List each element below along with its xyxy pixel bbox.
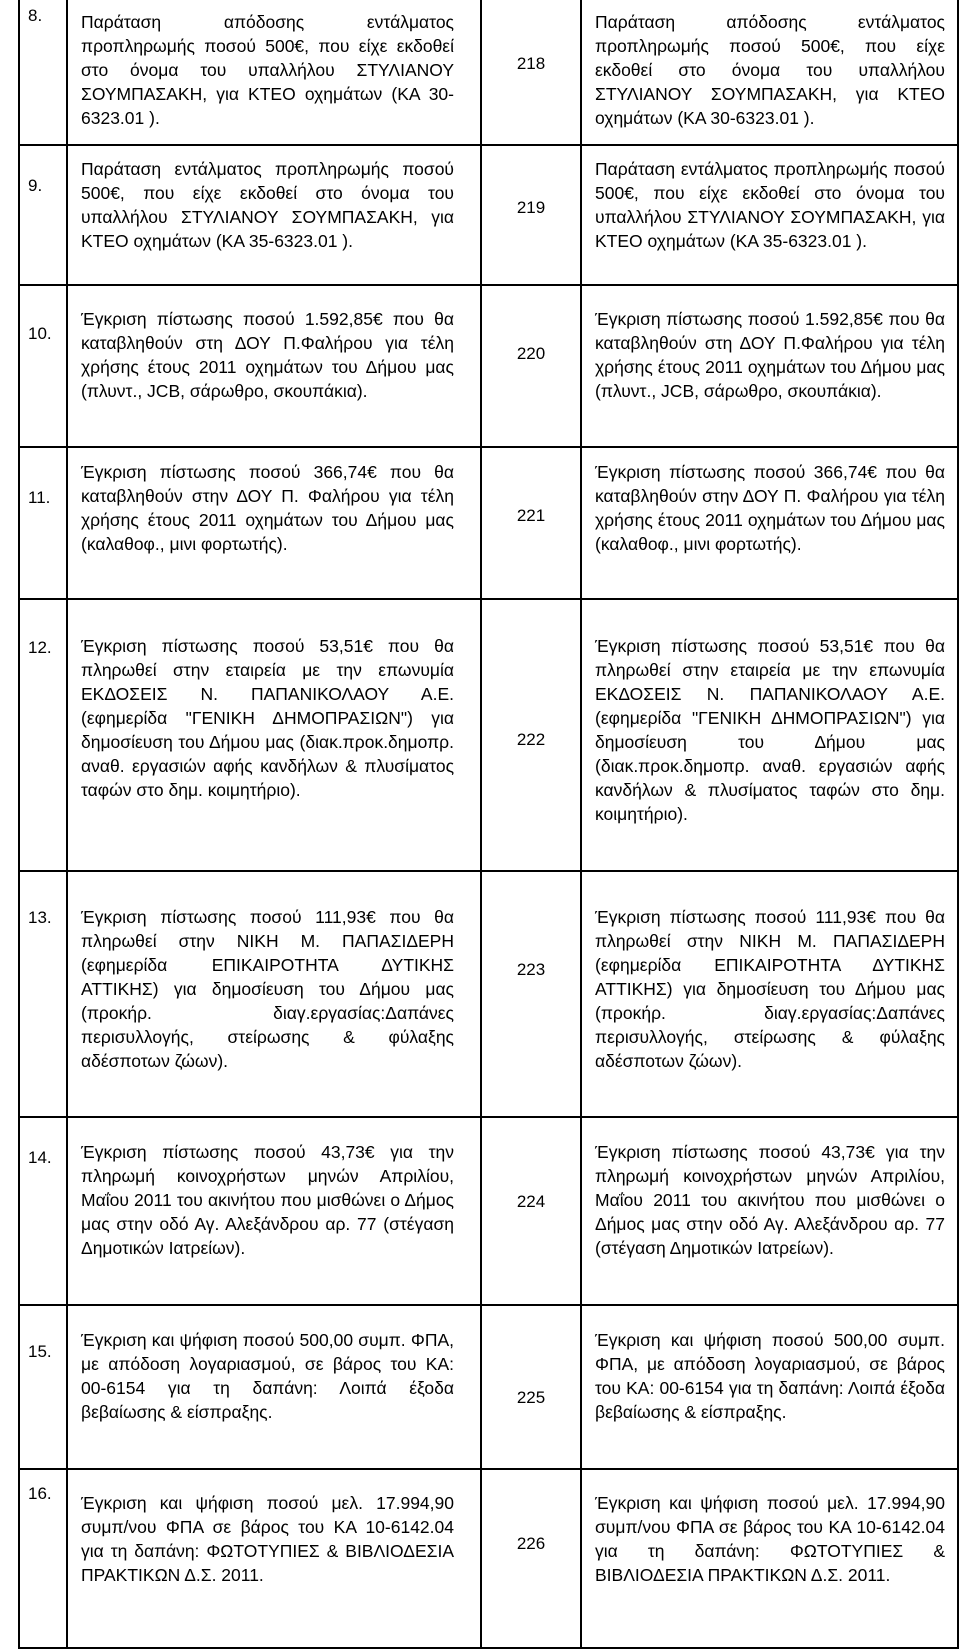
item-number-cell (20, 0, 68, 144)
decision-number-cell (482, 448, 582, 598)
decision-number-cell (482, 286, 582, 446)
item-description-cell (68, 1306, 482, 1468)
resolution-text: Έγκριση και ψήφιση ποσού 500,00 συμπ. ΦΠΑ, με απόδοση λογαριασμού, σε βάρος του ΚΑ: 00-6154 για τη δαπάνη: Λοιπά έξοδα βεβαίωσης & είσπραξης. (595, 1330, 945, 1422)
item-description: Έγκριση πίστωσης ποσού 366,74€ που θα καταβληθούν στην ΔΟΥ Π. Φαλήρου για τέλη χρήσης έτους 2011 οχημάτων του Δήμου μας (καλαθοφ., μινι φορτωτής). (81, 462, 454, 554)
decision-number-cell (482, 146, 582, 284)
resolution-text: Έγκριση και ψήφιση ποσού μελ. 17.994,90 συμπ/νου ΦΠΑ σε βάρος του ΚΑ 10-6142.04 για τη δαπάνη: ΦΩΤΟΤΥΠΙΕΣ & ΒΙΒΛΙΟΔΕΣΙΑ ΠΡΑΚΤΙΚΩΝ Δ.Σ. 2011. (595, 1493, 945, 1585)
item-number: 13. (28, 908, 52, 927)
decision-number-cell (482, 1306, 582, 1468)
decision-number: 226 (516, 1534, 546, 1553)
item-number-cell (20, 448, 68, 598)
decisions-table (18, 0, 959, 1649)
decision-number: 225 (516, 1388, 546, 1407)
item-number-cell (20, 872, 68, 1116)
decision-number-cell (482, 872, 582, 1116)
table-row (18, 1470, 959, 1649)
item-description-cell (68, 600, 482, 870)
resolution-cell (582, 286, 959, 446)
item-description-cell (68, 872, 482, 1116)
table-row (18, 600, 959, 872)
decision-number: 218 (516, 54, 546, 73)
item-description: Παράταση απόδοσης εντάλματος προπληρωμής ποσού 500€, που είχε εκδοθεί στο όνομα του υπαλλήλου ΣΤΥΛΙΑΝΟΥ ΣΟΥΜΠΑΣΑΚΗ, για ΚΤΕΟ οχημάτων (ΚΑ 30-6323.01 ). (81, 12, 454, 128)
item-description-cell (68, 286, 482, 446)
table-row (18, 1306, 959, 1470)
item-description: Έγκριση πίστωσης ποσού 53,51€ που θα πληρωθεί στην εταιρεία με την επωνυμία ΕΚΔΟΣΕΙΣ Ν. ΠΑΠΑΝΙΚΟΛΑΟΥ Α.Ε. (εφημερίδα "ΓΕΝΙΚΗ ΔΗΜΟΠΡΑΣΙΩΝ") για δημοσίευση του Δήμου μας (διακ.προκ.δημοπρ. αναθ. εργασιών αφής κανδήλων & πλυσίματος ταφών στο δημ. κοιμητήριο). (81, 636, 454, 800)
item-description-cell (68, 1470, 482, 1647)
item-number: 12. (28, 638, 52, 657)
table-row (18, 146, 959, 286)
item-number: 15. (28, 1342, 52, 1361)
item-description-cell (68, 1118, 482, 1304)
item-number-cell (20, 146, 68, 284)
resolution-text: Έγκριση πίστωσης ποσού 1.592,85€ που θα καταβληθούν στη ΔΟΥ Π.Φαλήρου για τέλη χρήσης έτους 2011 οχημάτων του Δήμου μας (πλυντ., JCB, σάρωθρο, σκουπάκια). (595, 309, 945, 401)
item-description: Παράταση εντάλματος προπληρωμής ποσού 500€, που είχε εκδοθεί στο όνομα του υπαλλήλου ΣΤΥΛΙΑΝΟΥ ΣΟΥΜΠΑΣΑΚΗ, για ΚΤΕΟ οχημάτων (ΚΑ 35-6323.01 ). (81, 159, 454, 251)
resolution-text: Έγκριση πίστωσης ποσού 53,51€ που θα πληρωθεί στην εταιρεία με την επωνυμία ΕΚΔΟΣΕΙΣ Ν. ΠΑΠΑΝΙΚΟΛΑΟΥ Α.Ε. (εφημερίδα "ΓΕΝΙΚΗ ΔΗΜΟΠΡΑΣΙΩΝ") για δημοσίευση του Δήμου μας (διακ.προκ.δημοπρ. αναθ. εργασιών αφής κανδήλων & πλυσίματος ταφών στο δημ. κοιμητήριο). (595, 636, 945, 824)
decision-number: 220 (516, 344, 546, 363)
table-row (18, 0, 959, 146)
item-description: Έγκριση πίστωσης ποσού 111,93€ που θα πληρωθεί στην ΝΙΚΗ Μ. ΠΑΠΑΣΙΔΕΡΗ (εφημερίδα ΕΠΙΚΑΙΡΟΤΗΤΑ ΔΥΤΙΚΗΣ ΑΤΤΙΚΗΣ) για δημοσίευση του Δήμου μας (προκήρ. διαγ.εργασίας:Δαπάνες περισυλλογής, στείρωσης & φύλαξης αδέσποτων ζώων). (81, 907, 454, 1071)
resolution-text: Παράταση απόδοσης εντάλματος προπληρωμής ποσού 500€, που είχε εκδοθεί στο όνομα του υπαλλήλου ΣΤΥΛΙΑΝΟΥ ΣΟΥΜΠΑΣΑΚΗ, για ΚΤΕΟ οχημάτων (ΚΑ 30-6323.01 ). (595, 12, 945, 128)
resolution-text: Έγκριση πίστωσης ποσού 366,74€ που θα καταβληθούν στην ΔΟΥ Π. Φαλήρου για τέλη χρήσης έτους 2011 οχημάτων του Δήμου μας (καλαθοφ., μινι φορτωτής). (595, 462, 945, 554)
decision-number: 219 (516, 198, 546, 217)
item-number: 8. (28, 6, 43, 25)
resolution-text: Έγκριση πίστωσης ποσού 111,93€ που θα πληρωθεί στην ΝΙΚΗ Μ. ΠΑΠΑΣΙΔΕΡΗ (εφημερίδα ΕΠΙΚΑΙΡΟΤΗΤΑ ΔΥΤΙΚΗΣ ΑΤΤΙΚΗΣ) για δημοσίευση του Δήμου μας (προκήρ. διαγ.εργασίας:Δαπάνες περισυλλογής, στείρωσης & φύλαξης αδέσποτων ζώων). (595, 907, 945, 1071)
item-description: Έγκριση και ψήφιση ποσού 500,00 συμπ. ΦΠΑ, με απόδοση λογαριασμού, σε βάρος του ΚΑ: 00-6154 για τη δαπάνη: Λοιπά έξοδα βεβαίωσης & είσπραξης. (81, 1330, 454, 1422)
item-number: 16. (28, 1484, 52, 1503)
table-row (18, 448, 959, 600)
decision-number: 224 (516, 1192, 546, 1211)
item-number: 11. (28, 488, 51, 507)
item-description-cell (68, 448, 482, 598)
item-number-cell (20, 1118, 68, 1304)
item-number-cell (20, 286, 68, 446)
decision-number: 221 (516, 506, 546, 525)
resolution-cell (582, 600, 959, 870)
decision-number-cell (482, 1470, 582, 1647)
table-row (18, 1118, 959, 1306)
resolution-cell (582, 1306, 959, 1468)
item-number: 10. (28, 324, 52, 343)
decision-number-cell (482, 600, 582, 870)
resolution-cell (582, 146, 959, 284)
item-description: Έγκριση πίστωσης ποσού 1.592,85€ που θα καταβληθούν στη ΔΟΥ Π.Φαλήρου για τέλη χρήσης έτους 2011 οχημάτων του Δήμου μας (πλυντ., JCB, σάρωθρο, σκουπάκια). (81, 309, 454, 401)
item-description: Έγκριση και ψήφιση ποσού μελ. 17.994,90 συμπ/νου ΦΠΑ σε βάρος του ΚΑ 10-6142.04 για τη δαπάνη: ΦΩΤΟΤΥΠΙΕΣ & ΒΙΒΛΙΟΔΕΣΙΑ ΠΡΑΚΤΙΚΩΝ Δ.Σ. 2011. (81, 1493, 454, 1585)
decision-number: 223 (516, 960, 546, 979)
resolution-cell (582, 448, 959, 598)
decision-number-cell (482, 1118, 582, 1304)
item-number: 14. (28, 1148, 52, 1167)
resolution-cell (582, 0, 959, 144)
item-number-cell (20, 600, 68, 870)
resolution-cell (582, 1470, 959, 1647)
decision-number-cell (482, 0, 582, 144)
resolution-cell (582, 1118, 959, 1304)
table-row (18, 872, 959, 1118)
item-number-cell (20, 1306, 68, 1468)
resolution-text: Παράταση εντάλματος προπληρωμής ποσού 500€, που είχε εκδοθεί στο όνομα του υπαλλήλου ΣΤΥΛΙΑΝΟΥ ΣΟΥΜΠΑΣΑΚΗ, για ΚΤΕΟ οχημάτων (ΚΑ 35-6323.01 ). (595, 159, 945, 251)
item-description: Έγκριση πίστωσης ποσού 43,73€ για την πληρωμή κοινοχρήστων μηνών Απριλίου, Μαΐου 2011 του ακινήτου που μισθώνει ο Δήμος μας στην οδό Αγ. Αλεξάνδρου αρ. 77 (στέγαση Δημοτικών Ιατρείων). (81, 1142, 454, 1258)
item-number: 9. (28, 176, 43, 195)
item-description-cell (68, 146, 482, 284)
resolution-cell (582, 872, 959, 1116)
table-row (18, 286, 959, 448)
resolution-text: Έγκριση πίστωσης ποσού 43,73€ για την πληρωμή κοινοχρήστων μηνών Απριλίου, Μαΐου 2011 του ακινήτου που μισθώνει ο Δήμος μας στην οδό Αγ. Αλεξάνδρου αρ. 77 (στέγαση Δημοτικών Ιατρείων). (595, 1142, 945, 1258)
decision-number: 222 (516, 730, 546, 749)
item-number-cell (20, 1470, 68, 1647)
item-description-cell (68, 0, 482, 144)
